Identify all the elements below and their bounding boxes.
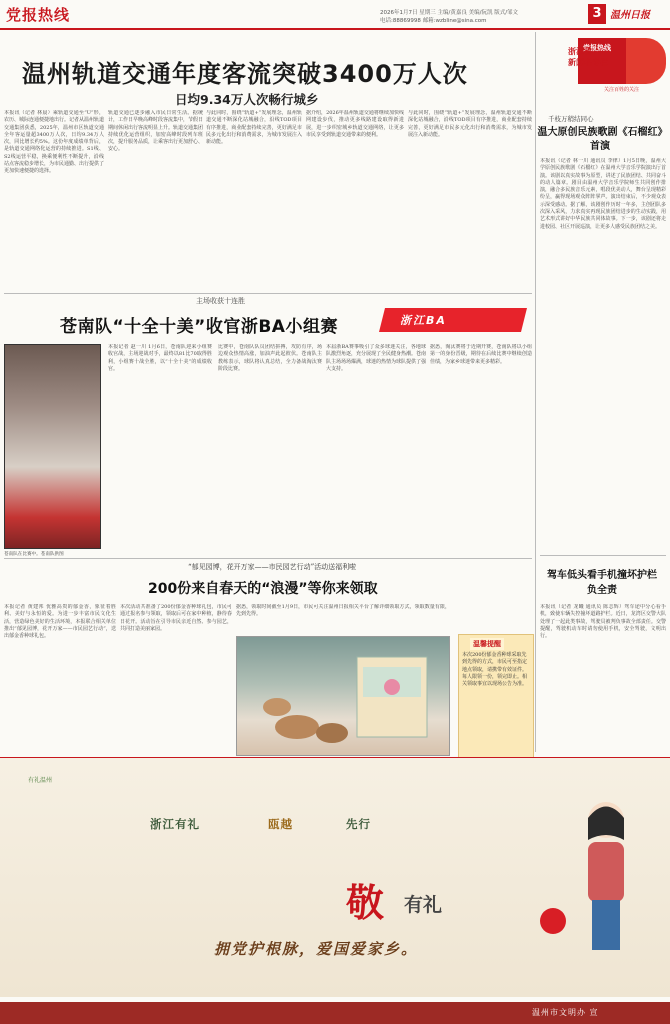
flower-col-1: 本报记者 黄建邦 优雅高贵的郁金香，象征着胜利、美好与永恒的爱。为进一步丰富市民文化生活，营造绿色美好的生活环境，本报联合相关单位推出“郁见园博，花开万家——市民园艺行动”，送出郁金香种球礼包。 [4, 604, 116, 640]
newspaper-name: 温州日报 [610, 10, 650, 21]
section-title: 党报热线 [6, 6, 71, 24]
flower-headline: 200份来自春天的“浪漫”等你来领取 [148, 581, 378, 597]
basketball-photo-caption: 苍南队在比赛中。苍南队供图 [4, 552, 64, 557]
warm-reminder-title: 温馨提醒 [470, 638, 504, 650]
ad-big-suffix: 有礼 [404, 894, 443, 916]
ad-big-character: 敬 [346, 880, 385, 925]
page-number: 3 [588, 4, 606, 24]
right-body: 本报讯（记者 林一川 通讯员 李律）1月5日晚，温州大学原创民族歌剧《石榴红》在温州大学音乐学院演出厅首演。该剧以真实故事为原型，讲述了民族团结、共同奋斗的动人篇章。剧目由温州大学音乐学院师生共同创作排演，融合多民族音乐元素，唱段优美动人，舞台呈现精彩纷呈，赢得现场观众阵阵掌声。演出结束后，不少观众表示深受感动。据了解，该剧创作历时一年多，主创团队多次深入采风，力求真实再现民族团结进步的生动实践，用艺术形式讲好中华民族共同体故事。下一步，该剧还将走进校园、社区开展巡演，让更多人感受民族团结之美。 [540, 158, 666, 230]
column-badge-round [626, 38, 666, 84]
right-kicker: 千枝万稍结同心 [548, 115, 594, 123]
party-emblem-icon [540, 908, 566, 934]
ba-col-1: 本报记者 赵一川 1月6日，苍南队迎来小组赛收官战，主场迎战对手，最终以81比70取得胜利，小组赛十战全胜，以“十全十美”的成绩收官。 [108, 344, 212, 372]
lead-subhead: 日均9.34万人次畅行城乡 [175, 92, 319, 107]
lead-col-1: 本报讯（记者 林晨）乘轨道交通至“U”形，农历、城际连通便捷地出行。记者从温州轨道交通集团获悉，2025年，温州市区轨道交通全年客运量超3400万人次，日均9.34万人次，同比增长约5%。这份年度成绩单背后，是轨道交通网络化运营的持续推进。S1线、S2线运营平稳，换乘便利性不断提升，沿线站点客流稳步增长，为市民通勤、出行提供了更加快速便捷的选择。 [4, 110, 104, 175]
right-headline-2: 驾车低头看手机撞坏护栏负全责 [547, 570, 657, 596]
ad-logo: 有礼温州 [28, 777, 53, 784]
badge-slogan: 关注百姓的关注 [604, 87, 640, 93]
tulip-photo-illustration [237, 637, 449, 755]
lead-col-4: 据介绍，2026年温州轨道交通将继续加快线网建设步伐，推动更多线路建设取得新进展，进一步织密城乡轨道交通网络，让更多市民享受到轨道交通带来的便利。 [306, 110, 404, 138]
issue-meta: 2026年1月7日 星期三 主编/黄嘉良 美编/阮凯 版式/邹文 [380, 10, 519, 16]
right-divider [540, 555, 666, 556]
flower-kicker: “郁见园博，花开万家——市民园艺行动”活动送福利啦 [188, 563, 357, 571]
basketball-photo [4, 344, 101, 549]
warm-reminder-text: 本次200份郁金香种球采取先到先得的方式，市民可至指定地点领取，请携带有效证件。每人限领一份，领完即止。相关领取事宜以现场公告为准。 [462, 652, 528, 688]
ad-line-a: 浙江有礼 [150, 817, 200, 831]
ba-col-4: 据悉，淘汰赛将于近期开赛，苍南队将以小组第一的身份晋级，期待在后续比赛中继续创造佳绩，为家乡球迷带来更多精彩。 [430, 344, 532, 365]
lead-col-2: 轨道交通已逐步融入市民日常生活。据统计，工作日早晚高峰时段客流集中，节假日期间休闲出行客流明显上升。轨道交通集团持续优化运营组织，加密高峰时段列车班次，提升服务品质，让乘客出行更加舒心、安心。 [108, 110, 203, 153]
ba-kicker: 主场收获十连胜 [196, 297, 245, 305]
ad-line-c: 先行 [346, 817, 371, 831]
lead-col-5: 与此同时，围绕“轨道+”发展理念，温州轨道交通不断深化站城融合，沿线TOD项目有序推进，商业配套持续完善，更好满足市民多元化出行和消费需求，为城市发展注入新动能。 [408, 110, 532, 138]
ad-line-b: 瓯越 [268, 817, 293, 831]
ba-col-3: 本届浙BA赛事吸引了众多球迷关注，各地球队激烈角逐，充分展现了全民健身热潮。苍南队主场场场爆满，球迷的热情为球队提供了强大支持。 [326, 344, 426, 372]
ad-slogan: 拥党护根脉，爱国爱家乡。 [214, 940, 419, 958]
flower-col-3: 据悉，领取时间截至1月9日，市民可关注温州日报相关平台了解详细领取方式，领取数量有限，先到先得。 [236, 604, 450, 618]
girl-illustration-icon [566, 790, 646, 960]
badge-side-2: 新闻名专栏 [568, 58, 608, 67]
ba-col-2: 比赛中，苍南队队员团结拼搏，攻防有序，场边观众热情高涨，加油声此起彼伏。苍南队主教练表示，球队将认真总结，全力备战淘汰赛阶段比赛。 [218, 344, 322, 372]
flower-col-2: 本次活动共准备了200份郁金香种球礼包，市民可通过报名参与领取，领取后可在家中种植，静待春日花开。活动旨在引导市民亲近自然、参与园艺，共同打造美丽家园。 [120, 604, 232, 632]
section-divider [4, 293, 532, 294]
badge-inner-text: 党报热线 [583, 44, 611, 52]
ad-footer-text: 温州市文明办 宣 [532, 1008, 599, 1017]
right-body-2: 本报讯（记者 龙曦 通讯员 陈志辉）驾车途中分心看手机，致使车辆失控撞坏道路护栏。近日，龙湾区交警大队处理了一起此类事故，驾驶员被判负事故全部责任。交警提醒，驾驶机动车时请勿使用手机，安全驾驶，文明出行。 [540, 604, 666, 640]
ba-headline: 苍南队“十全十美”收官浙BA小组赛 [60, 317, 338, 337]
contact-meta: 电话:88869998 邮箱:wzbline@sina.com [380, 18, 487, 24]
zhe-ba-logo-text: 浙江BA [400, 314, 447, 327]
lead-col-3: 与此同时，围绕“轨道+”发展理念，温州轨道交通不断深化站城融合，沿线TOD项目有序推进，商业配套持续完善，更好满足市民多元化出行和消费需求，为城市发展注入新动能。 [206, 110, 302, 146]
badge-side-1: 浙江省 [568, 47, 592, 56]
section-divider-2 [4, 558, 532, 559]
masthead [0, 0, 670, 30]
lead-headline: 温州轨道交通年度客流突破3400万人次 [22, 60, 468, 88]
tulip-gift-photo [236, 636, 450, 756]
right-headline: 温大原创民族歌剧《石榴红》首演 [537, 127, 663, 152]
